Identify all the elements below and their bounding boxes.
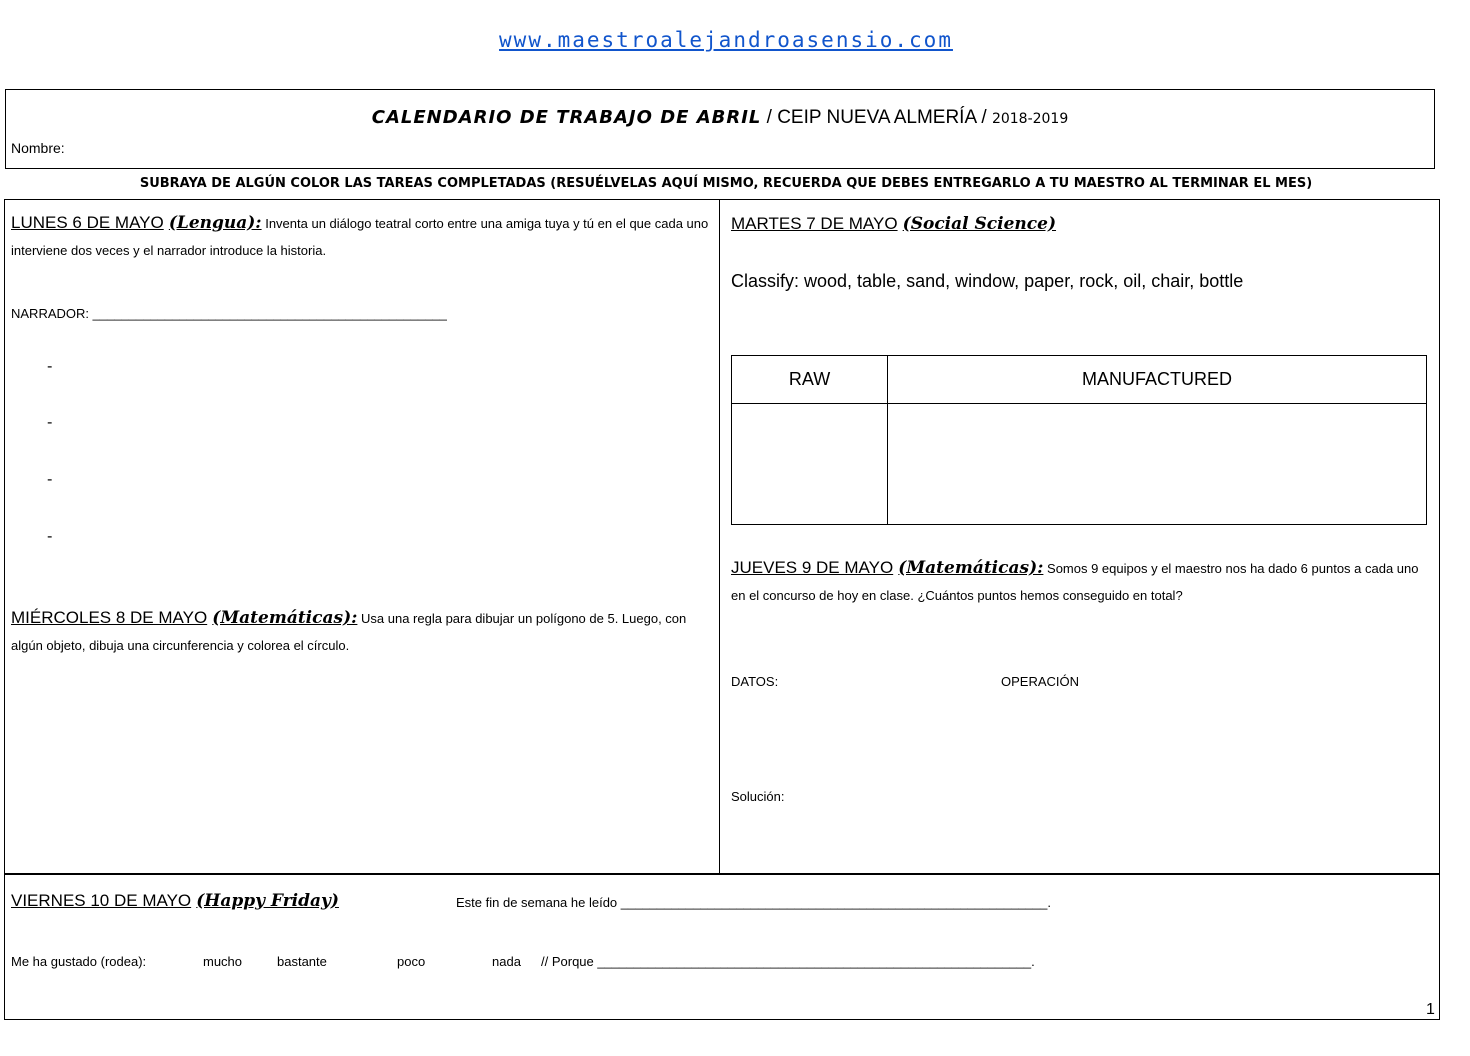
wednesday-subject: (Matemáticas): bbox=[212, 608, 358, 628]
friday-heading bbox=[11, 891, 339, 911]
monday-day: LUNES 6 DE MAYO bbox=[11, 213, 164, 232]
nombre-label: Nombre: bbox=[11, 140, 65, 156]
wednesday-instructions: Usa una regla para dibujar un polígono de 5. Luego, con algún objeto, dibuja una circunferencia y colorea el círculo. bbox=[11, 611, 687, 653]
title-year: 2018-2019 bbox=[991, 111, 1069, 127]
site-url-link[interactable]: www.maestroalejandroasensio.com bbox=[499, 28, 953, 52]
manufactured-cell[interactable] bbox=[888, 404, 1427, 525]
manufactured-header: MANUFACTURED bbox=[888, 356, 1427, 404]
option-mucho[interactable]: mucho bbox=[203, 954, 243, 969]
tuesday-day: MARTES 7 DE MAYO bbox=[731, 214, 898, 233]
friday-subject: (Happy Friday) bbox=[196, 891, 339, 911]
dialogue-line: - bbox=[47, 470, 53, 488]
wednesday-day: MIÉRCOLES 8 DE MAYO bbox=[11, 608, 208, 627]
raw-cell[interactable] bbox=[732, 404, 888, 525]
dialogue-line: - bbox=[47, 357, 53, 375]
page-number: 1 bbox=[1426, 1001, 1435, 1018]
option-nada[interactable]: nada bbox=[492, 954, 521, 969]
column-divider bbox=[719, 199, 720, 875]
tuesday-heading bbox=[731, 214, 1056, 234]
thursday-task bbox=[731, 555, 1427, 609]
because-line: // Porque ____________________________________________________________. bbox=[541, 954, 1035, 969]
classify-table bbox=[731, 355, 1427, 525]
narrator-line: NARRADOR: _________________________________________________ bbox=[11, 306, 447, 321]
thursday-instructions: Somos 9 equipos y el maestro nos ha dado 6 puntos a cada uno en el concurso de hoy en clase. ¿Cuántos puntos hemos conseguido en total? bbox=[731, 561, 1419, 603]
liked-label: Me ha gustado (rodea): bbox=[11, 954, 147, 969]
thursday-subject: (Matemáticas): bbox=[898, 558, 1044, 578]
header-box bbox=[5, 89, 1435, 169]
monday-instructions: Inventa un diálogo teatral corto entre una amiga tuya y tú en el que cada uno interviene dos veces y el narrador introduce la historia. bbox=[11, 216, 709, 258]
dialogue-line: - bbox=[47, 413, 53, 431]
wednesday-task bbox=[11, 605, 711, 659]
operacion-label: OPERACIÓN bbox=[1001, 674, 1080, 689]
title-strong: CALENDARIO DE TRABAJO DE ABRIL bbox=[371, 107, 762, 128]
page-title bbox=[6, 107, 1434, 129]
option-bastante[interactable]: bastante bbox=[277, 954, 327, 969]
instruction-text: SUBRAYA DE ALGÚN COLOR LAS TAREAS COMPLETADAS (RESUÉLVELAS AQUÍ MISMO, RECUERDA QUE DEBES ENTREGARLO A TU MAESTRO AL TERMINAR EL MES) bbox=[139, 176, 1313, 191]
datos-label: DATOS: bbox=[731, 674, 779, 689]
friday-day: VIERNES 10 DE MAYO bbox=[11, 891, 192, 910]
dialogue-line: - bbox=[47, 527, 53, 545]
solucion-label: Solución: bbox=[731, 789, 785, 804]
monday-task bbox=[11, 210, 711, 264]
tuesday-subject: (Social Science) bbox=[902, 214, 1057, 234]
monday-subject: (Lengua): bbox=[168, 213, 262, 233]
raw-header: RAW bbox=[732, 356, 888, 404]
option-poco[interactable]: poco bbox=[397, 954, 426, 969]
tuesday-instructions: Classify: wood, table, sand, window, paper, rock, oil, chair, bottle bbox=[731, 271, 1244, 291]
thursday-day: JUEVES 9 DE MAYO bbox=[731, 558, 894, 577]
title-school: / CEIP NUEVA ALMERÍA / bbox=[761, 107, 992, 128]
reading-line: Este fin de semana he leído ___________________________________________________________. bbox=[456, 895, 1051, 910]
weekdays-grid bbox=[4, 199, 1440, 875]
